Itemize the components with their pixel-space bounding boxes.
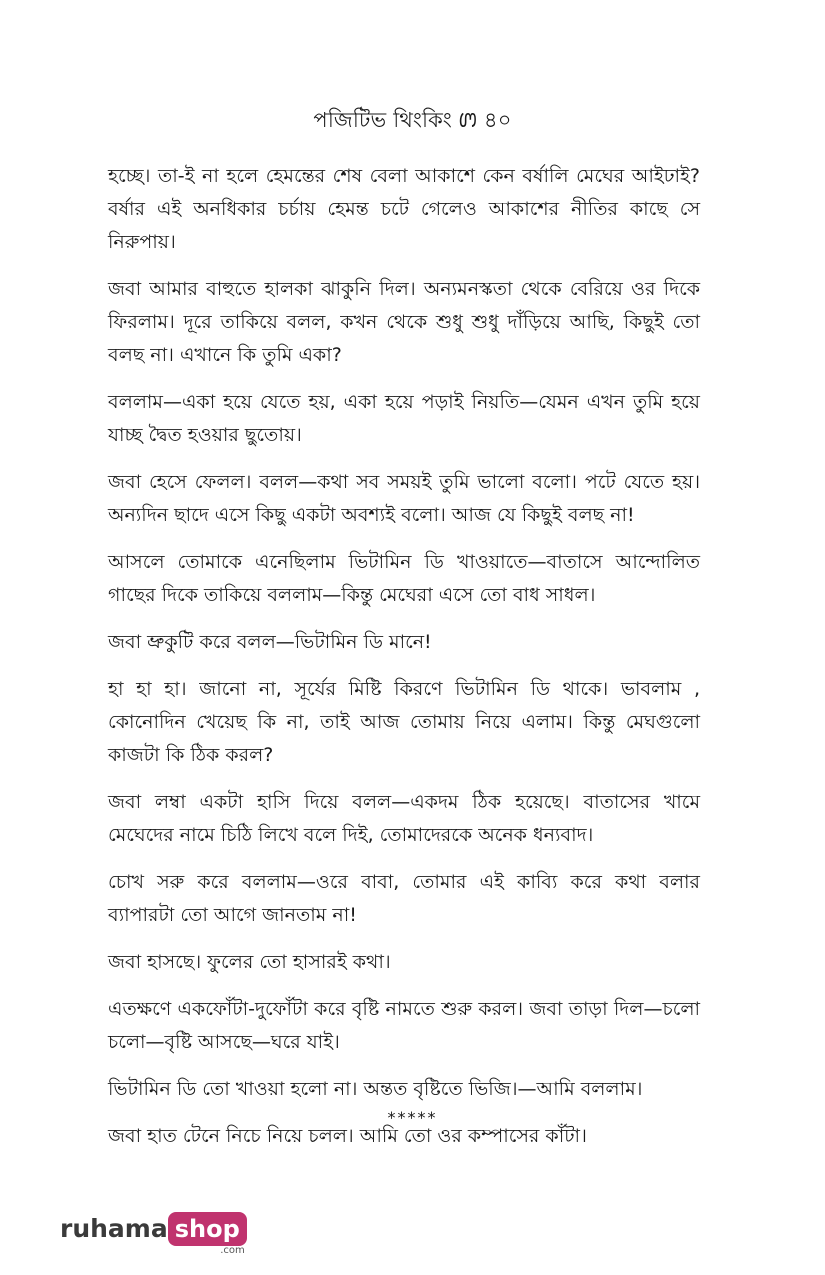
ruhamashop-logo: [60, 1210, 247, 1256]
paragraph: হা হা হা। জানো না, সূর্যের মিষ্টি কিরণে ভিটামিন ডি থাকে। ভাবলাম , কোনোদিন খেয়েছ কি না, তাই আজ তোমায় নিয়ে এলাম। কিন্তু মেঘগুলো কাজটা কি ঠিক করল?: [108, 678, 700, 766]
paragraph: জবা হেসে ফেলল। বলল—কথা সব সময়ই তুমি ভালো বলো। পটে যেতে হয়। অন্যদিন ছাদে এসে কিছু একটা অবশ্যই বলো। আজ যে কিছুই বলছ না!: [108, 471, 700, 526]
paragraph: চোখ সরু করে বললাম—ওরে বাবা, তোমার এই কাব্যি করে কথা বলার ব্যাপারটা তো আগে জানতাম না!: [108, 871, 700, 926]
paragraph: জবা লম্বা একটা হাসি দিয়ে বলল—একদম ঠিক হয়েছে। বাতাসের খামে মেঘেদের নামে চিঠি লিখে বলে দিই, তোমাদেরকে অনেক ধন্যবাদ।: [108, 791, 700, 846]
logo-brand-left: ruhama: [60, 1214, 168, 1243]
paragraph: জবা ভ্রুকুটি করে বলল—ভিটামিন ডি মানে!: [108, 631, 432, 653]
paragraph: জবা হাত টেনে নিচে নিয়ে চলল। আমি তো ওর কম্পাসের কাঁটা।: [108, 1125, 587, 1147]
paragraph: জবা হাসছে। ফুলের তো হাসারই কথা।: [108, 951, 391, 973]
paragraph: এতক্ষণে একফোঁটা-দুফোঁটা করে বৃষ্টি নামতে শুরু করল। জবা তাড়া দিল—চলো চলো—বৃষ্টি আসছে—ঘরে যাই।: [108, 998, 700, 1053]
paragraph: ভিটামিন ডি তো খাওয়া হলো না। অন্তত বৃষ্টিতে ভিজি।—আমি বললাম।: [108, 1078, 643, 1100]
section-end-mark: *****: [387, 1108, 438, 1127]
paragraph: জবা আমার বাহুতে হালকা ঝাকুনি দিল। অন্যমনস্কতা থেকে বেরিয়ে ওর দিকে ফিরলাম। দূরে তাকিয়ে বলল, কখন থেকে শুধু শুধু দাঁড়িয়ে আছি, কিছুই তো বলছ না। এখানে কি তুমি একা?: [108, 278, 700, 366]
book-title: পজিটিভ থিংকিং: [313, 108, 452, 132]
logo-brand-right: shop: [168, 1212, 247, 1246]
logo-suffix: .com: [220, 1245, 245, 1256]
paragraph: বললাম—একা হয়ে যেতে হয়, একা হয়ে পড়াই নিয়তি—যেমন এখন তুমি হয়ে যাচ্ছ দ্বৈত হওয়ার ছুতোয়।: [108, 391, 700, 446]
page-header: [0, 104, 825, 139]
page-number: ৪০: [483, 108, 512, 132]
header-separator: ꢩ: [458, 108, 478, 132]
paragraph: হচ্ছে। তা-ই না হলে হেমন্তের শেষ বেলা আকাশে কেন বর্ষালি মেঘের আইঢাই? বর্ষার এই অনধিকার চর্চায় হেমন্ত চটে গেলেও আকাশের নীতির কাছে সে নিরুপায়।: [108, 165, 700, 253]
body-text: [108, 160, 700, 1167]
logo-shop-badge: [168, 1210, 247, 1256]
paragraph: আসলে তোমাকে এনেছিলাম ভিটামিন ডি খাওয়াতে—বাতাসে আন্দোলিত গাছের দিকে তাকিয়ে বললাম—কিন্তু মেঘেরা এসে তো বাধ সাধল।: [108, 551, 700, 606]
